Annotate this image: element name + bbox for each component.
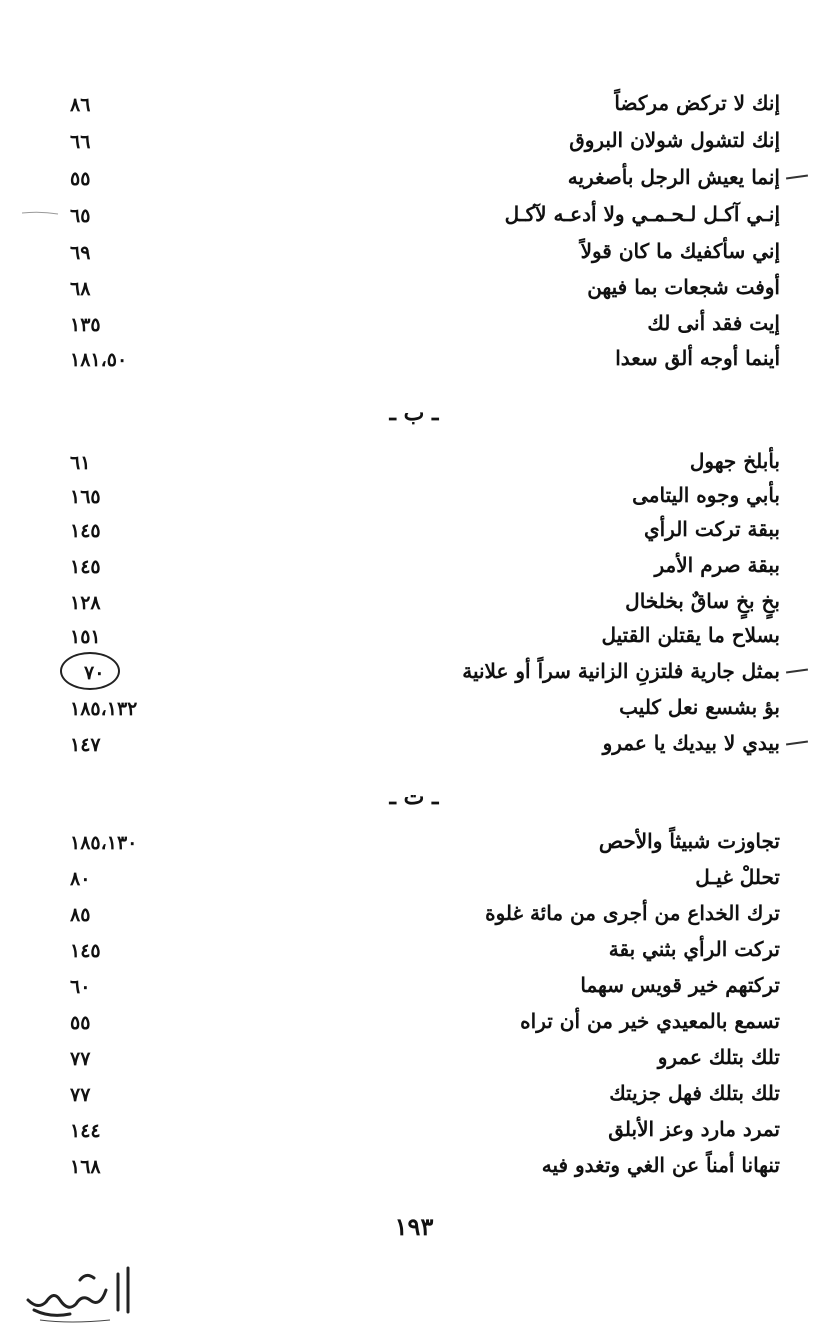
entry-phrase: بخٍ بخٍ ساقٌ بخلخال: [625, 589, 780, 613]
index-entry: [60, 236, 780, 270]
index-entry: [60, 480, 780, 514]
index-entry: [60, 934, 780, 968]
entry-phrase: تحللْ غيـل: [695, 865, 780, 889]
index-entry: [60, 826, 780, 860]
entry-page-ref: ١٤٥: [70, 940, 101, 962]
index-entry: [60, 308, 780, 342]
entry-page-ref: ١٣٥: [70, 314, 101, 336]
entry-page-ref: ٧٠: [84, 662, 105, 684]
entry-phrase: تسمع بالمعيدي خير من أن تراه: [520, 1009, 780, 1033]
entry-phrase: إني سأكفيك ما كان قولاً: [580, 239, 780, 263]
index-entry: [60, 1042, 780, 1076]
index-entry: [60, 862, 780, 896]
entry-page-ref: ٦٨: [70, 278, 91, 300]
section-header-ba: ـ ب ـ: [389, 400, 439, 426]
entry-page-ref: ٦٩: [70, 242, 91, 264]
index-entry: [60, 88, 780, 122]
margin-mark: [786, 174, 808, 179]
entry-page-ref: ٨٠: [70, 868, 91, 890]
calligraphy-seal-icon: [10, 1260, 140, 1330]
entry-page-ref: ١٥١: [70, 626, 101, 648]
index-entry: [60, 1006, 780, 1040]
entry-page-ref: ١٤٥: [70, 556, 101, 578]
index-entry: [60, 514, 780, 548]
entry-page-ref: ١٤٧: [70, 734, 101, 756]
entry-phrase: إنما يعيش الرجل بأصغريه: [567, 165, 780, 189]
index-entry: [60, 1078, 780, 1112]
entry-phrase: تلك بتلك عمرو: [657, 1045, 780, 1069]
index-entry: [60, 272, 780, 306]
entry-page-ref: ٧٧: [70, 1048, 91, 1070]
entry-phrase: بيدي لا بيديك يا عمرو: [602, 731, 780, 755]
entry-page-ref: ٨٦: [70, 94, 91, 116]
entry-phrase: تركت الرأي بثني بقة: [608, 937, 780, 961]
entry-phrase: بؤ بشسع نعل كليب: [619, 695, 780, 719]
entry-phrase: أوفت شجعات بما فيهن: [587, 275, 780, 299]
entry-page-ref: ٧٧: [70, 1084, 91, 1106]
entry-phrase: إنك لتشول شولان البروق: [569, 128, 780, 152]
entry-phrase: بأبلخ جهول: [689, 449, 780, 473]
entry-phrase: تجاوزت شبيثاً والأحص: [598, 829, 780, 853]
index-entry: [60, 1150, 780, 1184]
index-entry: [60, 656, 780, 690]
index-entry: [60, 586, 780, 620]
entry-phrase: ترك الخداع من أجرى من مائة غلوة: [485, 901, 780, 925]
entry-phrase: بسلاح ما يقتلن القتيل: [601, 623, 780, 647]
entry-phrase: تمرد مارد وعز الأبلق: [608, 1117, 780, 1141]
index-entry: [60, 728, 780, 762]
entry-page-ref: ٨٥: [70, 904, 91, 926]
entry-page-ref: ٥٥: [70, 1012, 91, 1034]
entry-phrase: تنهانا أمناً عن الغي وتغدو فيه: [541, 1153, 780, 1177]
entry-page-ref: ١٦٥: [70, 486, 101, 508]
entry-page-ref: ١٦٨: [70, 1156, 101, 1178]
index-entry: [60, 898, 780, 932]
entry-page-ref: ١٨١،٥٠: [70, 349, 128, 371]
entry-page-ref: ٥٥: [70, 168, 91, 190]
index-entry: [60, 692, 780, 726]
entry-phrase: تركتهم خير قويس سهما: [580, 973, 780, 997]
index-entry: [60, 199, 780, 233]
entry-page-ref: ١٤٥: [70, 520, 101, 542]
entry-phrase: بأبي وجوه اليتامى: [632, 483, 780, 507]
entry-page-ref: ٦٦: [70, 131, 91, 153]
entry-phrase: إيت فقد أنى لك: [647, 311, 780, 335]
section-header-ta: ـ ت ـ: [389, 784, 439, 810]
entry-phrase: ببقة تركت الرأي: [643, 517, 780, 541]
entry-phrase: تلك بتلك فهل جزيتك: [609, 1081, 780, 1105]
index-entry: [60, 550, 780, 584]
entry-page-ref: ٦٥: [70, 205, 91, 227]
entry-phrase: إنك لا تركض مركضاً: [614, 91, 780, 115]
entry-page-ref: ١٢٨: [70, 592, 101, 614]
margin-mark: [786, 740, 808, 745]
index-entry: [60, 125, 780, 159]
index-entry: [60, 446, 780, 480]
entry-page-ref: ١٨٥،١٣٢: [70, 698, 138, 720]
index-entry: [60, 620, 780, 654]
page-number: ١٩٣: [394, 1212, 434, 1241]
entry-page-ref: ١٤٤: [70, 1120, 101, 1142]
entry-phrase: أينما أوجه ألق سعدا: [615, 346, 780, 370]
entry-page-ref: ٦١: [70, 452, 91, 474]
entry-phrase: بمثل جارية فلتزنِ الزانية سراً أو علانية: [462, 659, 780, 683]
entry-phrase: إنـي آكـل لـحـمـي ولا أدعـه لآكـل: [504, 202, 780, 226]
margin-mark: [786, 668, 808, 673]
index-entry: [60, 162, 780, 196]
index-entry: [60, 1114, 780, 1148]
stray-mark: [20, 210, 60, 216]
circled-annotation: [60, 652, 120, 690]
index-entry: [60, 970, 780, 1004]
index-entry: [60, 343, 780, 377]
entry-page-ref: ٦٠: [70, 976, 91, 998]
entry-phrase: ببقة صرم الأمر: [654, 553, 780, 577]
entry-page-ref: ١٨٥،١٣٠: [70, 832, 138, 854]
